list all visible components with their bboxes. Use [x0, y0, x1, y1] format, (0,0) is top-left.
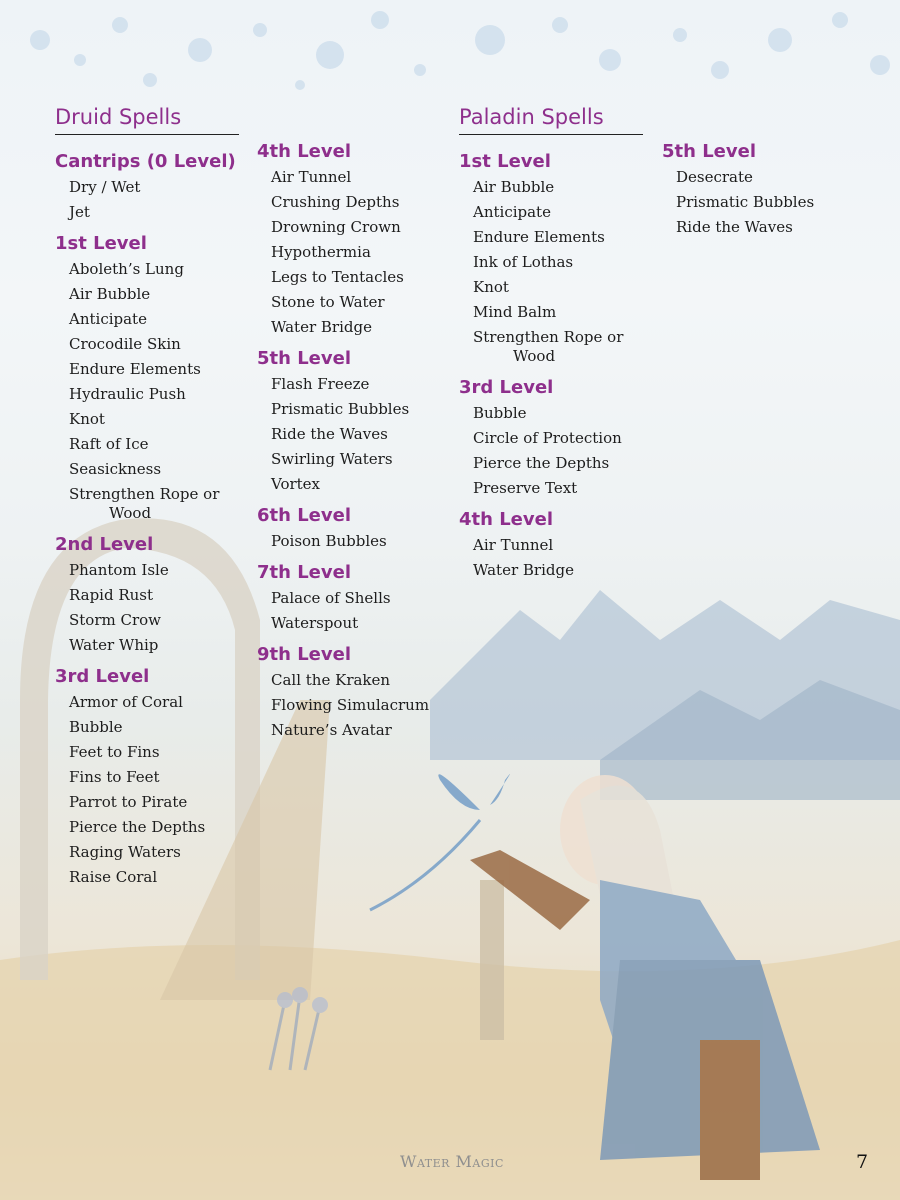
- druid-cantrips: [55, 149, 245, 225]
- spell-item: Rapid Rust: [69, 586, 154, 604]
- spell-item: Jet: [69, 203, 90, 221]
- level-heading: Cantrips (0 Level): [55, 151, 236, 172]
- spell-item: Phantom Isle: [69, 561, 169, 579]
- druid-level-4: [257, 139, 447, 340]
- spell-item-line-1: Strengthen Rope or: [69, 485, 220, 503]
- spell-item: Ride the Waves: [271, 425, 388, 443]
- spell-item: Raise Coral: [69, 868, 158, 886]
- spell-item: Flash Freeze: [271, 375, 370, 393]
- spell-item: Bubble: [69, 718, 123, 736]
- spell-item: Hydraulic Push: [69, 385, 186, 403]
- level-heading: 1st Level: [55, 233, 147, 254]
- spell-item: Pierce the Depths: [473, 454, 610, 472]
- paladin-spells-title: Paladin Spells: [459, 104, 643, 135]
- level-heading: 3rd Level: [459, 377, 554, 398]
- spell-item: Storm Crow: [69, 611, 162, 629]
- page-number: 7: [856, 1151, 869, 1173]
- spell-item: Knot: [69, 410, 105, 428]
- spell-item: Air Tunnel: [271, 168, 352, 186]
- spell-item: Preserve Text: [473, 479, 578, 497]
- level-heading: 7th Level: [257, 562, 351, 583]
- spell-item: Raft of Ice: [69, 435, 149, 453]
- spell-item: Water Bridge: [473, 561, 574, 579]
- paladin-level-4: [459, 507, 649, 583]
- spell-item: Parrot to Pirate: [69, 793, 188, 811]
- spell-item: Stone to Water: [271, 293, 385, 311]
- level-heading: 4th Level: [459, 509, 553, 530]
- spell-item: Knot: [473, 278, 509, 296]
- druid-level-5: [257, 346, 447, 497]
- spell-item: Prismatic Bubbles: [271, 400, 410, 418]
- spell-item: Dry / Wet: [69, 178, 141, 196]
- spell-item: Water Bridge: [271, 318, 372, 336]
- spell-item: Palace of Shells: [271, 589, 391, 607]
- spell-item: Circle of Protection: [473, 429, 622, 447]
- level-heading: 6th Level: [257, 505, 351, 526]
- spell-item: [69, 482, 245, 526]
- level-heading: 1st Level: [459, 151, 551, 172]
- druid-level-3: [55, 664, 245, 890]
- spell-item: Endure Elements: [69, 360, 201, 378]
- spell-item: Mind Balm: [473, 303, 557, 321]
- spell-item: Water Whip: [69, 636, 159, 654]
- level-heading: 3rd Level: [55, 666, 150, 687]
- spell-item: Seasickness: [69, 460, 162, 478]
- paladin-column-1: [459, 104, 649, 589]
- level-heading: 2nd Level: [55, 534, 154, 555]
- spell-item: Waterspout: [271, 614, 359, 632]
- level-heading: 5th Level: [662, 141, 756, 162]
- paladin-level-3: [459, 375, 649, 501]
- level-heading: 4th Level: [257, 141, 351, 162]
- spell-item-line-2: Wood: [109, 504, 152, 522]
- spell-item: Bubble: [473, 404, 527, 422]
- druid-level-9: [257, 642, 447, 743]
- level-heading: 5th Level: [257, 348, 351, 369]
- level-heading: 9th Level: [257, 644, 351, 665]
- druid-level-7: [257, 560, 447, 636]
- spell-item: Vortex: [271, 475, 321, 493]
- spell-item: Aboleth’s Lung: [69, 260, 184, 278]
- spell-item: Hypothermia: [271, 243, 371, 261]
- spell-item: Drowning Crown: [271, 218, 401, 236]
- spell-item: Call the Kraken: [271, 671, 391, 689]
- spell-item: Endure Elements: [473, 228, 605, 246]
- druid-column-2: [257, 139, 447, 749]
- spell-item: Air Tunnel: [473, 536, 554, 554]
- druid-column-1: [55, 104, 245, 896]
- spell-item: Air Bubble: [473, 178, 555, 196]
- spell-item: Prismatic Bubbles: [676, 193, 815, 211]
- spell-item: Ride the Waves: [676, 218, 793, 236]
- spell-item: Poison Bubbles: [271, 532, 387, 550]
- spell-item: Ink of Lothas: [473, 253, 574, 271]
- spell-item: Fins to Feet: [69, 768, 160, 786]
- spell-item: Anticipate: [69, 310, 147, 328]
- spell-item: Desecrate: [676, 168, 753, 186]
- spell-item: Feet to Fins: [69, 743, 160, 761]
- spell-item: Legs to Tentacles: [271, 268, 404, 286]
- spell-item: Crushing Depths: [271, 193, 400, 211]
- spell-item: Pierce the Depths: [69, 818, 206, 836]
- paladin-level-5: [662, 139, 852, 240]
- spell-item: Air Bubble: [69, 285, 151, 303]
- spell-item: Raging Waters: [69, 843, 181, 861]
- paladin-level-1: [459, 149, 649, 369]
- spell-item-line-2: Wood: [513, 347, 556, 365]
- paladin-column-2: [662, 139, 852, 246]
- druid-level-2: [55, 532, 245, 658]
- spell-item: Crocodile Skin: [69, 335, 181, 353]
- druid-spells-title: Druid Spells: [55, 104, 239, 135]
- spell-item: Flowing Simulacrum: [271, 696, 430, 714]
- spell-item: Swirling Waters: [271, 450, 393, 468]
- spell-item: Armor of Coral: [69, 693, 183, 711]
- footer-book-title: Water Magic: [400, 1152, 504, 1171]
- spell-item: Anticipate: [473, 203, 551, 221]
- druid-level-1: [55, 231, 245, 526]
- spell-item: [473, 325, 649, 369]
- spell-item-line-1: Strengthen Rope or: [473, 328, 624, 346]
- druid-level-6: [257, 503, 447, 554]
- spell-item: Nature’s Avatar: [271, 721, 392, 739]
